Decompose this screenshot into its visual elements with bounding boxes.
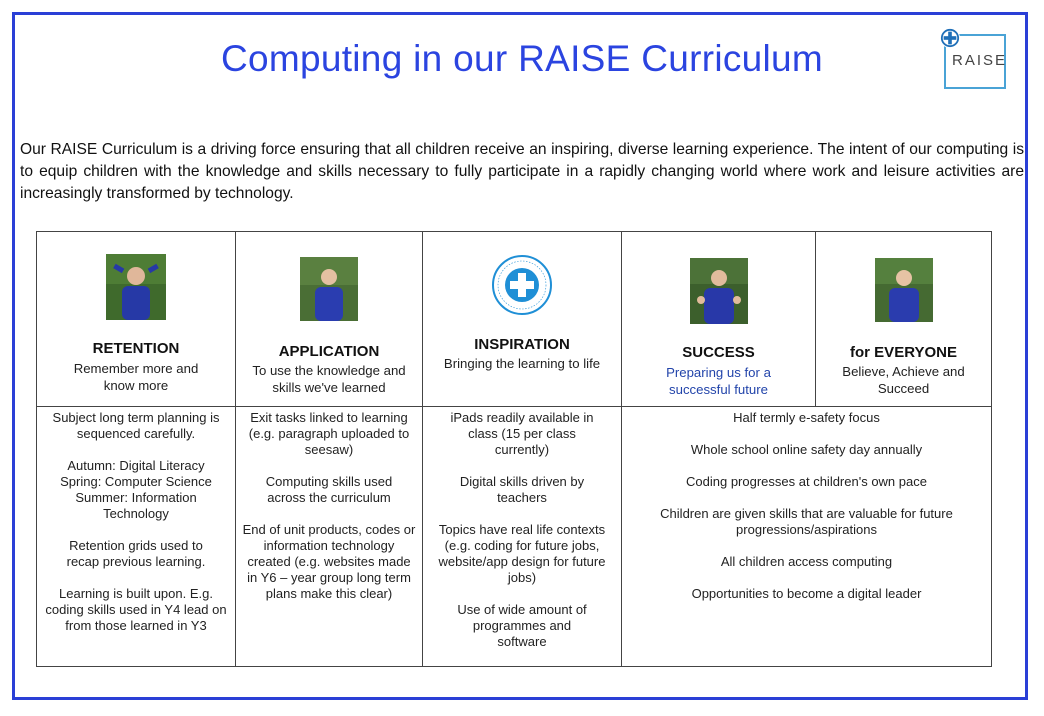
school-badge-icon	[491, 254, 553, 316]
retention-item: Learning is built upon. E.g. coding skills used in Y4 lead on from those learned in Y3	[45, 586, 227, 633]
everyone-label: for EVERYONE	[850, 344, 957, 361]
application-desc: To use the knowledge and skills we've learned	[252, 363, 406, 395]
inspiration-desc: Bringing the learning to life	[443, 356, 601, 371]
success-item: Opportunities to become a digital leader	[691, 586, 922, 601]
success-label: SUCCESS	[682, 344, 755, 361]
success-item: Half termly e-safety focus	[733, 410, 880, 425]
application-cell	[236, 407, 423, 667]
inspiration-item: Topics have real life contexts (e.g. coding for future jobs, website/app design for future jobs)	[438, 522, 606, 585]
success-item: All children access computing	[720, 554, 893, 569]
retention-item: Subject long term planning is sequenced carefully.	[52, 410, 220, 441]
everyone-photo	[875, 258, 933, 322]
success-photo	[690, 258, 748, 324]
intro-paragraph: Our RAISE Curriculum is a driving force ensuring that all children receive an inspiring, diverse learning experience. The intent of our computing is to equip children with the knowledge and skills necessary to fully participate in a rapidly changing world where work and leisure activities are increasingly transformed by technology.	[20, 141, 1024, 202]
retention-item: Spring: Computer Science	[60, 474, 212, 489]
retention-item: Retention grids used to recap previous learning.	[66, 538, 206, 569]
raise-logo	[944, 32, 1010, 90]
success-item: Whole school online safety day annually	[690, 442, 923, 457]
retention-desc: Remember more and know more	[73, 361, 199, 393]
success-everyone-cell	[622, 407, 992, 667]
header-inspiration	[423, 232, 622, 407]
logo-word: RAISE	[952, 52, 1008, 69]
application-label: APPLICATION	[278, 343, 380, 360]
header-everyone	[816, 232, 992, 407]
inspiration-item: iPads readily available in class (15 per class currently)	[450, 410, 594, 457]
success-item: Children are given skills that are valuable for future progressions/aspirations	[660, 506, 953, 537]
application-item: Exit tasks linked to learning (e.g. paragraph uploaded to seesaw)	[248, 410, 410, 457]
application-item: End of unit products, codes or information technology created (e.g. websites made in Y6 – year group long term plans make this clear)	[242, 522, 416, 601]
inspiration-cell	[423, 407, 622, 667]
retention-item: Autumn: Digital Literacy	[67, 458, 205, 473]
application-photo	[300, 257, 358, 321]
success-desc: Preparing us for a successful future	[666, 365, 771, 397]
inspiration-item: Digital skills driven by teachers	[459, 474, 585, 505]
application-item: Computing skills used across the curriculum	[265, 474, 393, 505]
curriculum-table	[36, 231, 992, 667]
everyone-desc: Believe, Achieve and Succeed	[842, 364, 965, 396]
inspiration-label: INSPIRATION	[474, 336, 570, 353]
header-application	[236, 232, 423, 407]
success-item: Coding progresses at children's own pace	[686, 474, 927, 489]
header-retention	[37, 232, 236, 407]
retention-cell	[37, 407, 236, 667]
header-success	[622, 232, 816, 407]
retention-photo	[106, 254, 166, 320]
retention-item: Summer: Information Technology	[75, 490, 197, 521]
inspiration-item: Use of wide amount of programmes and software	[457, 602, 587, 649]
page-title: Computing in our RAISE Curriculum	[220, 38, 824, 79]
retention-label: RETENTION	[92, 340, 180, 357]
logo-emblem-icon	[940, 28, 960, 48]
